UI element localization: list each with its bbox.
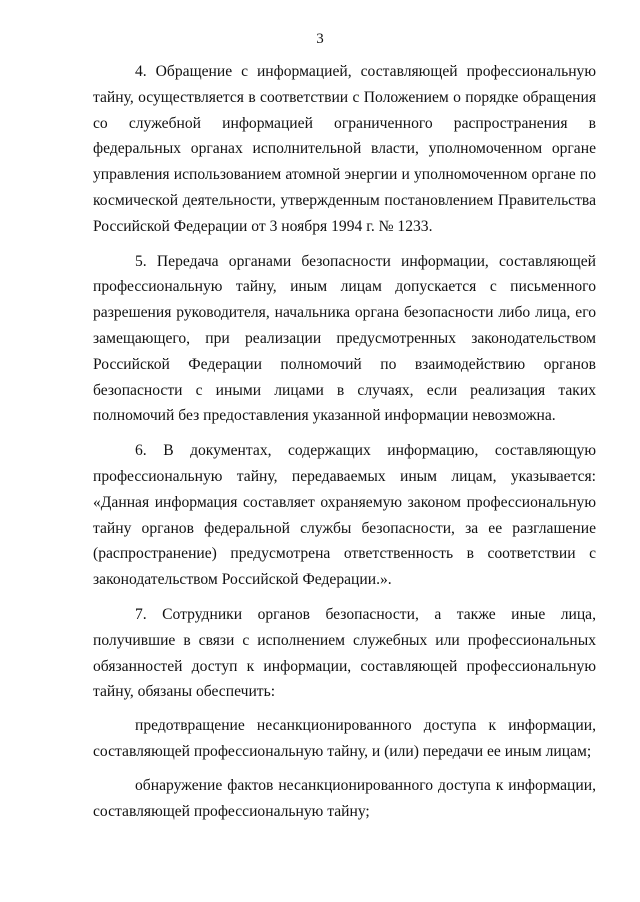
document-body [93, 59, 596, 833]
list-item-prevention: предотвращение несанкционированного доступа к информации, составляющей профессиональную тайну, и (или) передачи ее иным лицам; [93, 717, 596, 760]
paragraph-4: 4. Обращение с информацией, составляющей профессиональную тайну, осуществляется в соответствии с Положением о порядке обращения со служебной информацией ограниченного распространения в федеральных органах исполнительной власти, уполномоченном органе управления использованием атомной энергии и уполномоченном органе по космической деятельности, утвержденным постановлением Правительства Российской Федерации от 3 ноября 1994 г. № 1233. [93, 63, 596, 235]
paragraph-7: 7. Сотрудники органов безопасности, а также иные лица, получившие в связи с исполнением служебных или профессиональных обязанностей доступ к информации, составляющей профессиональную тайну, обязаны обеспечить: [93, 605, 596, 701]
paragraph-5: 5. Передача органами безопасности информации, составляющей профессиональную тайну, иным лицам допускается с письменного разрешения руководителя, начальника органа безопасности либо лица, его замещающего, при реализации предусмотренных законодательством Российской Федерации полномочий по взаимодействию органов безопасности с иными лицами в случаях, если реализация таких полномочий без предоставления указанной информации невозможна. [93, 252, 596, 425]
page-number: 3 [316, 31, 324, 47]
list-item-detection: обнаружение фактов несанкционированного доступа к информации, составляющей профессиональную тайну; [93, 776, 596, 820]
paragraph-6: 6. В документах, содержащих информацию, составляющую профессиональную тайну, передаваемых иным лицам, указывается: «Данная информация составляет охраняемую законом профессиональную тайну органов федеральной службы безопасности, за ее разглашение (распространение) предусмотрена ответственность в соответствии с законодательством Российской Федерации.». [93, 442, 596, 589]
